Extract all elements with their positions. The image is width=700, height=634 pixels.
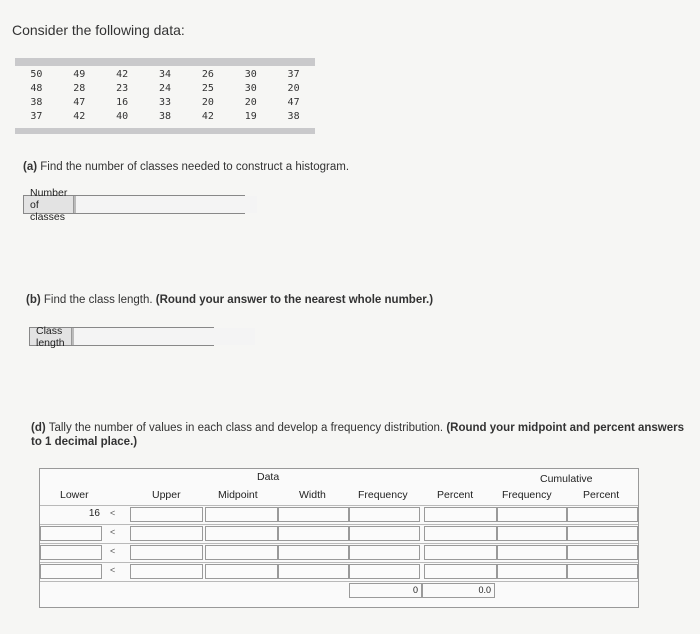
frequency-input[interactable] [349, 507, 420, 522]
midpoint-input[interactable] [205, 526, 278, 541]
cum-frequency-input[interactable] [497, 564, 567, 579]
class-length-field [29, 324, 214, 349]
data-table [15, 58, 315, 136]
table-row [40, 505, 638, 523]
class-length-input[interactable] [72, 328, 255, 345]
upper-input[interactable] [130, 507, 203, 522]
col-header-upper: Upper [152, 489, 181, 501]
less-than-symbol: < [110, 508, 116, 518]
col-header-midpoint: Midpoint [218, 489, 258, 501]
data-cell: 23 [116, 83, 129, 94]
data-cell: 30 [244, 69, 257, 80]
data-cell: 33 [158, 97, 172, 108]
data-cell: 20 [244, 97, 257, 108]
question-a-label: (a) [23, 161, 38, 173]
data-cell: 48 [30, 83, 43, 94]
data-group-header: Data [257, 471, 280, 483]
total-frequency [349, 583, 422, 598]
data-cell: 16 [116, 97, 129, 108]
frequency-input[interactable] [349, 526, 420, 541]
lower-input [40, 507, 102, 522]
data-cell: 38 [158, 111, 172, 122]
number-of-classes-field [23, 186, 245, 223]
cum-percent-input[interactable] [567, 545, 638, 560]
cumulative-group-header: Cumulative [540, 473, 593, 485]
lower-input[interactable] [40, 526, 102, 541]
upper-input[interactable] [130, 545, 203, 560]
total-row [40, 581, 638, 599]
data-cell: 47 [73, 97, 86, 108]
width-input[interactable] [278, 507, 349, 522]
cum-percent-input[interactable] [567, 526, 638, 541]
question-a [23, 161, 349, 173]
midpoint-input[interactable] [205, 507, 278, 522]
frequency-table [39, 468, 639, 608]
question-b-label: (b) [26, 294, 41, 306]
midpoint-input[interactable] [205, 564, 278, 579]
number-of-classes-input[interactable] [74, 196, 257, 213]
data-cell: 38 [287, 111, 300, 122]
frequency-input[interactable] [349, 564, 420, 579]
width-input[interactable] [278, 526, 349, 541]
upper-input[interactable] [130, 564, 203, 579]
percent-input[interactable] [424, 507, 497, 522]
percent-input[interactable] [424, 545, 497, 560]
table-row [40, 562, 638, 580]
data-cell: 42 [201, 111, 214, 122]
cum-frequency-input[interactable] [497, 545, 567, 560]
data-cell: 42 [73, 111, 86, 122]
frequency-input[interactable] [349, 545, 420, 560]
data-table-top-bar [15, 58, 315, 66]
data-cell: 42 [116, 69, 129, 80]
percent-input[interactable] [424, 564, 497, 579]
cum-percent-input[interactable] [567, 564, 638, 579]
data-table-bottom-bar [15, 128, 315, 134]
page-title: Consider the following data: [12, 22, 185, 38]
col-header-cum-frequency: Frequency [502, 489, 552, 501]
question-b-text: Find the class length. [43, 294, 153, 306]
data-cell: 47 [287, 97, 300, 108]
data-cell: 19 [244, 111, 257, 122]
data-cell: 20 [201, 97, 214, 108]
data-cell: 40 [116, 111, 129, 122]
data-cell: 24 [158, 83, 172, 94]
data-cell: 38 [30, 97, 43, 108]
total-percent [422, 583, 495, 598]
cum-frequency-input[interactable] [497, 507, 567, 522]
cum-frequency-input[interactable] [497, 526, 567, 541]
class-length-label: Class length [30, 328, 72, 345]
question-d-label: (d) [31, 422, 46, 434]
question-d-instruction: (Round your midpoint and percent answers to 1 decimal place.) [31, 422, 685, 448]
data-cell: 30 [244, 83, 257, 94]
less-than-symbol: < [110, 527, 116, 537]
data-cell: 37 [287, 69, 300, 80]
table-row [40, 524, 638, 542]
data-cell: 49 [73, 69, 86, 80]
total-frequency-value: 0 [412, 585, 418, 595]
percent-input[interactable] [424, 526, 497, 541]
question-d [31, 421, 696, 449]
data-grid [15, 68, 315, 124]
upper-input[interactable] [130, 526, 203, 541]
less-than-symbol: < [110, 546, 116, 556]
number-of-classes-label: Number of classes [24, 196, 74, 213]
data-cell: 26 [201, 69, 214, 80]
table-row [40, 543, 638, 561]
data-cell: 34 [158, 69, 172, 80]
cum-percent-input[interactable] [567, 507, 638, 522]
data-cell: 20 [287, 83, 300, 94]
question-a-text: Find the number of classes needed to construct a histogram. [40, 161, 350, 173]
question-d-text: Tally the number of values in each class and develop a frequency distribution. [48, 422, 444, 434]
width-input[interactable] [278, 545, 349, 560]
lower-input[interactable] [40, 564, 102, 579]
width-input[interactable] [278, 564, 349, 579]
col-header-frequency: Frequency [358, 489, 408, 501]
data-cell: 25 [201, 83, 214, 94]
first-lower-value: 16 [88, 508, 100, 519]
data-cell: 50 [30, 69, 43, 80]
data-cell: 37 [30, 111, 43, 122]
less-than-symbol: < [110, 565, 116, 575]
col-header-lower: Lower [60, 489, 89, 501]
midpoint-input[interactable] [205, 545, 278, 560]
col-header-width: Width [299, 489, 326, 501]
question-b [26, 294, 433, 306]
lower-input[interactable] [40, 545, 102, 560]
question-b-instruction: (Round your answer to the nearest whole number.) [155, 294, 434, 306]
col-header-cum-percent: Percent [583, 489, 620, 501]
total-percent-value: 0.0 [478, 585, 491, 595]
col-header-percent: Percent [437, 489, 474, 501]
data-cell: 28 [73, 83, 86, 94]
